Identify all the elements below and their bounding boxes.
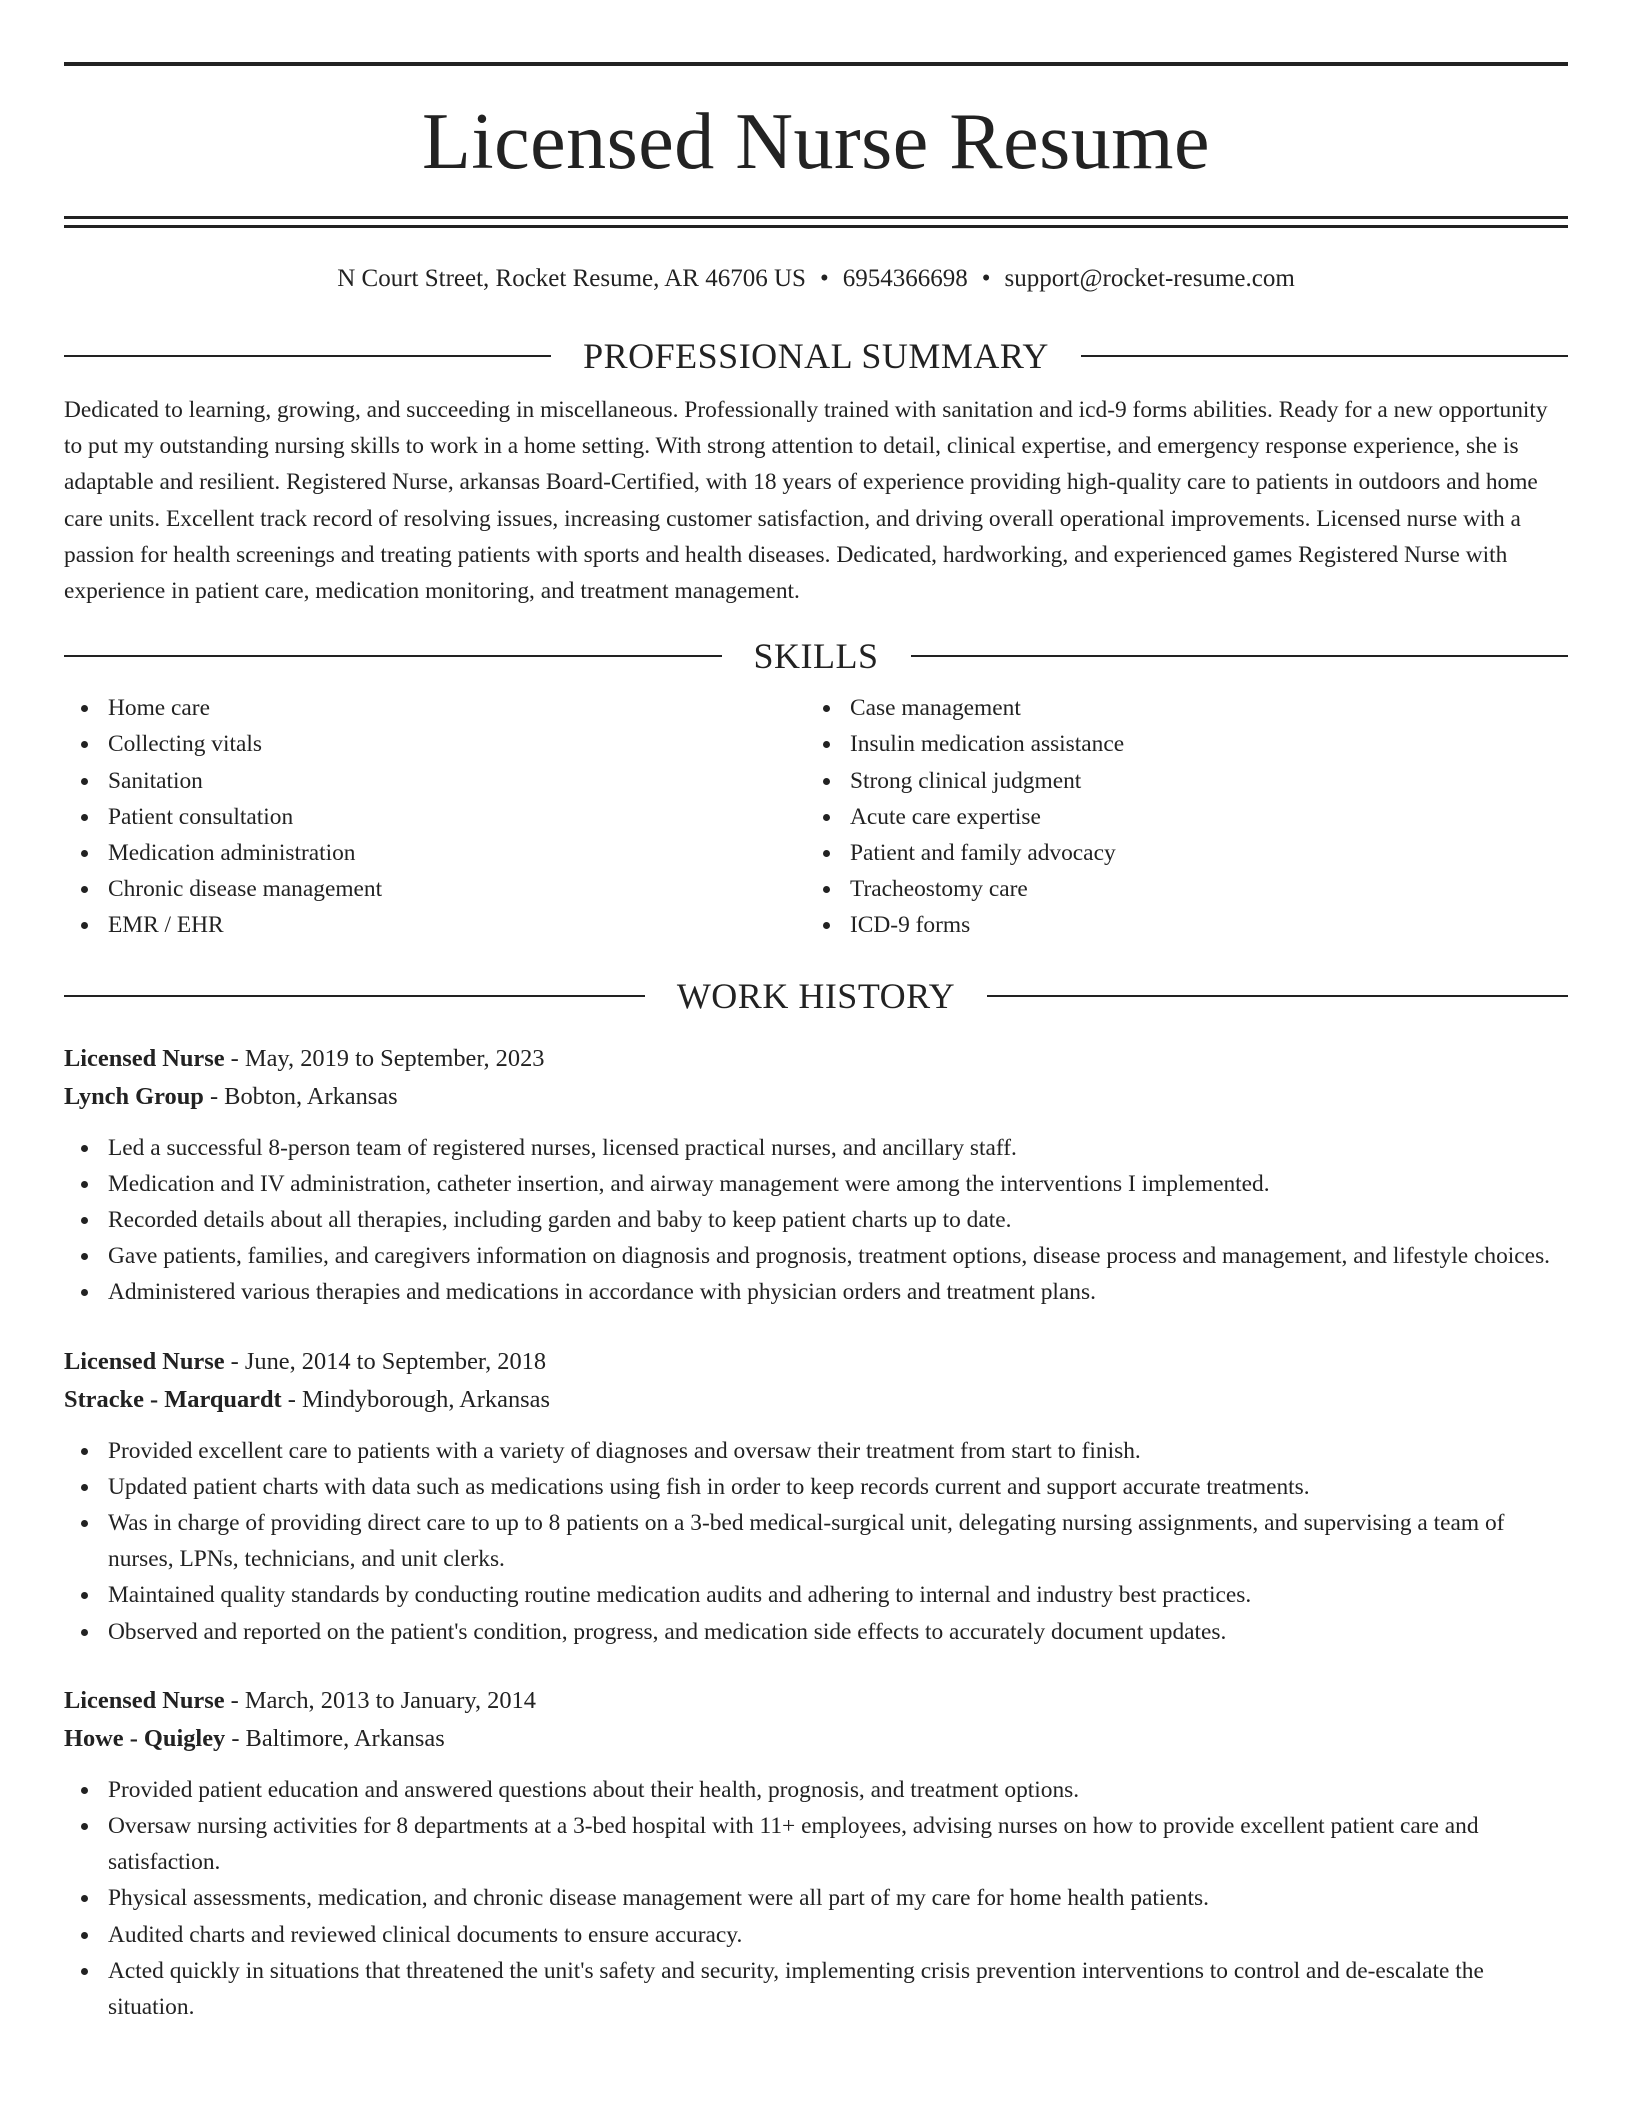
- skill-item: Collecting vitals: [64, 726, 806, 762]
- job-bullets: [64, 1772, 1568, 2025]
- job-location: - Baltimore, Arkansas: [225, 1724, 445, 1752]
- contact-line: [64, 266, 1568, 291]
- contact-phone: 6954366698: [842, 265, 968, 292]
- top-rule: [64, 62, 1568, 66]
- contact-address: N Court Street, Rocket Resume, AR 46706 US: [337, 265, 806, 292]
- job-bullet: Gave patients, families, and caregivers information on diagnosis and prognosis, treatment options, disease process and management, and lifestyle choices.: [64, 1238, 1568, 1274]
- job-bullet: Medication and IV administration, catheter insertion, and airway management were among the interventions I implemented.: [64, 1166, 1568, 1202]
- skills-heading-label: SKILLS: [753, 636, 879, 677]
- job-company: Howe - Quigley: [64, 1724, 226, 1752]
- skill-item: ICD-9 forms: [806, 907, 1548, 943]
- skills-columns: [64, 690, 1568, 943]
- job-bullet: Audited charts and reviewed clinical documents to ensure accuracy.: [64, 1917, 1568, 1953]
- heading-rule: [64, 355, 551, 357]
- job-bullet: Maintained quality standards by conducting routine medication audits and adhering to internal and industry best practices.: [64, 1577, 1568, 1613]
- job-bullet: Observed and reported on the patient's condition, progress, and medication side effects to accurately document updates.: [64, 1614, 1568, 1650]
- job-company: Lynch Group: [64, 1082, 204, 1110]
- job-bullet: Led a successful 8-person team of registered nurses, licensed practical nurses, and ancillary staff.: [64, 1130, 1568, 1166]
- contact-separator: •: [981, 265, 991, 292]
- skill-item: Sanitation: [64, 763, 806, 799]
- heading-rule: [987, 995, 1568, 997]
- job-bullet: Administered various therapies and medications in accordance with physician orders and treatment plans.: [64, 1274, 1568, 1310]
- skill-item: Home care: [64, 690, 806, 726]
- title-double-rule: [64, 216, 1568, 228]
- job-entry: [64, 1040, 1568, 1311]
- skill-item: EMR / EHR: [64, 907, 806, 943]
- heading-rule: [911, 655, 1569, 657]
- skill-item: Strong clinical judgment: [806, 763, 1548, 799]
- work-heading: [64, 975, 1568, 1016]
- skills-list-right: [806, 690, 1548, 943]
- heading-rule: [1081, 355, 1568, 357]
- heading-rule: [64, 655, 722, 657]
- job-title-line: [64, 1040, 1568, 1078]
- summary-heading: [64, 338, 1568, 374]
- contact-email: support@rocket-resume.com: [1004, 265, 1295, 292]
- contact-separator: •: [819, 265, 829, 292]
- job-bullets: [64, 1433, 1568, 1650]
- job-title: Licensed Nurse: [64, 1686, 225, 1714]
- job-company-line: [64, 1078, 1568, 1116]
- job-title-line: [64, 1682, 1568, 1720]
- job-entry: [64, 1343, 1568, 1650]
- skill-item: Chronic disease management: [64, 871, 806, 907]
- skill-item: Case management: [806, 690, 1548, 726]
- job-bullets: [64, 1130, 1568, 1311]
- job-bullet: Acted quickly in situations that threatened the unit's safety and security, implementing crisis prevention interventions to control and de-escalate the situation.: [64, 1953, 1568, 2025]
- job-bullet: Provided patient education and answered questions about their health, prognosis, and treatment options.: [64, 1772, 1568, 1808]
- job-company: Stracke - Marquardt: [64, 1385, 282, 1413]
- job-bullet: Was in charge of providing direct care to up to 8 patients on a 3-bed medical-surgical unit, delegating nursing assignments, and supervising a team of nurses, LPNs, technicians, and unit clerks.: [64, 1505, 1568, 1577]
- skill-item: Tracheostomy care: [806, 871, 1548, 907]
- job-dates: - May, 2019 to September, 2023: [224, 1044, 545, 1072]
- skill-item: Insulin medication assistance: [806, 726, 1548, 762]
- job-dates: - March, 2013 to January, 2014: [224, 1686, 536, 1714]
- job-title: Licensed Nurse: [64, 1044, 225, 1072]
- job-company-line: [64, 1720, 1568, 1758]
- work-heading-label: WORK HISTORY: [676, 975, 956, 1016]
- skill-item: Patient consultation: [64, 799, 806, 835]
- skill-item: Acute care expertise: [806, 799, 1548, 835]
- job-bullet: Provided excellent care to patients with a variety of diagnoses and oversaw their treatment from start to finish.: [64, 1433, 1568, 1469]
- skill-item: Patient and family advocacy: [806, 835, 1548, 871]
- job-location: - Mindyborough, Arkansas: [281, 1385, 550, 1413]
- skills-list-left: [64, 690, 806, 943]
- job-bullet: Oversaw nursing activities for 8 departments at a 3-bed hospital with 11+ employees, advising nurses on how to provide excellent patient care and satisfaction.: [64, 1808, 1568, 1880]
- job-bullet: Physical assessments, medication, and chronic disease management were all part of my care for home health patients.: [64, 1880, 1568, 1916]
- job-title: Licensed Nurse: [64, 1347, 225, 1375]
- job-dates: - June, 2014 to September, 2018: [224, 1347, 547, 1375]
- job-bullet: Updated patient charts with data such as medications using fish in order to keep records current and support accurate treatments.: [64, 1469, 1568, 1505]
- job-bullet: Recorded details about all therapies, including garden and baby to keep patient charts up to date.: [64, 1202, 1568, 1238]
- skill-item: Medication administration: [64, 835, 806, 871]
- skills-heading: [64, 636, 1568, 677]
- job-company-line: [64, 1381, 1568, 1419]
- heading-rule: [64, 995, 645, 997]
- resume-title: Licensed Nurse Resume: [421, 98, 1211, 186]
- job-location: - Bobton, Arkansas: [203, 1082, 398, 1110]
- job-entry: [64, 1682, 1568, 2025]
- summary-heading-label: PROFESSIONAL SUMMARY: [583, 336, 1049, 376]
- summary-text: Dedicated to learning, growing, and succeeding in miscellaneous. Professionally trained with sanitation and icd-9 forms abilities. Ready for a new opportunity to put my outstanding nursing skills to work in a home setting. With strong attention to detail, clinical expertise, and emergency response experience, she is adaptable and resilient. Registered Nurse, arkansas Board-Certified, with 18 years of experience providing high-quality care to patients in outdoors and home care units. Excellent track record of resolving issues, increasing customer satisfaction, and driving overall operational improvements. Licensed nurse with a passion for health screenings and treating patients with sports and health diseases. Dedicated, hardworking, and experienced games Registered Nurse with experience in patient care, medication monitoring, and treatment management.: [64, 397, 1548, 605]
- job-title-line: [64, 1343, 1568, 1381]
